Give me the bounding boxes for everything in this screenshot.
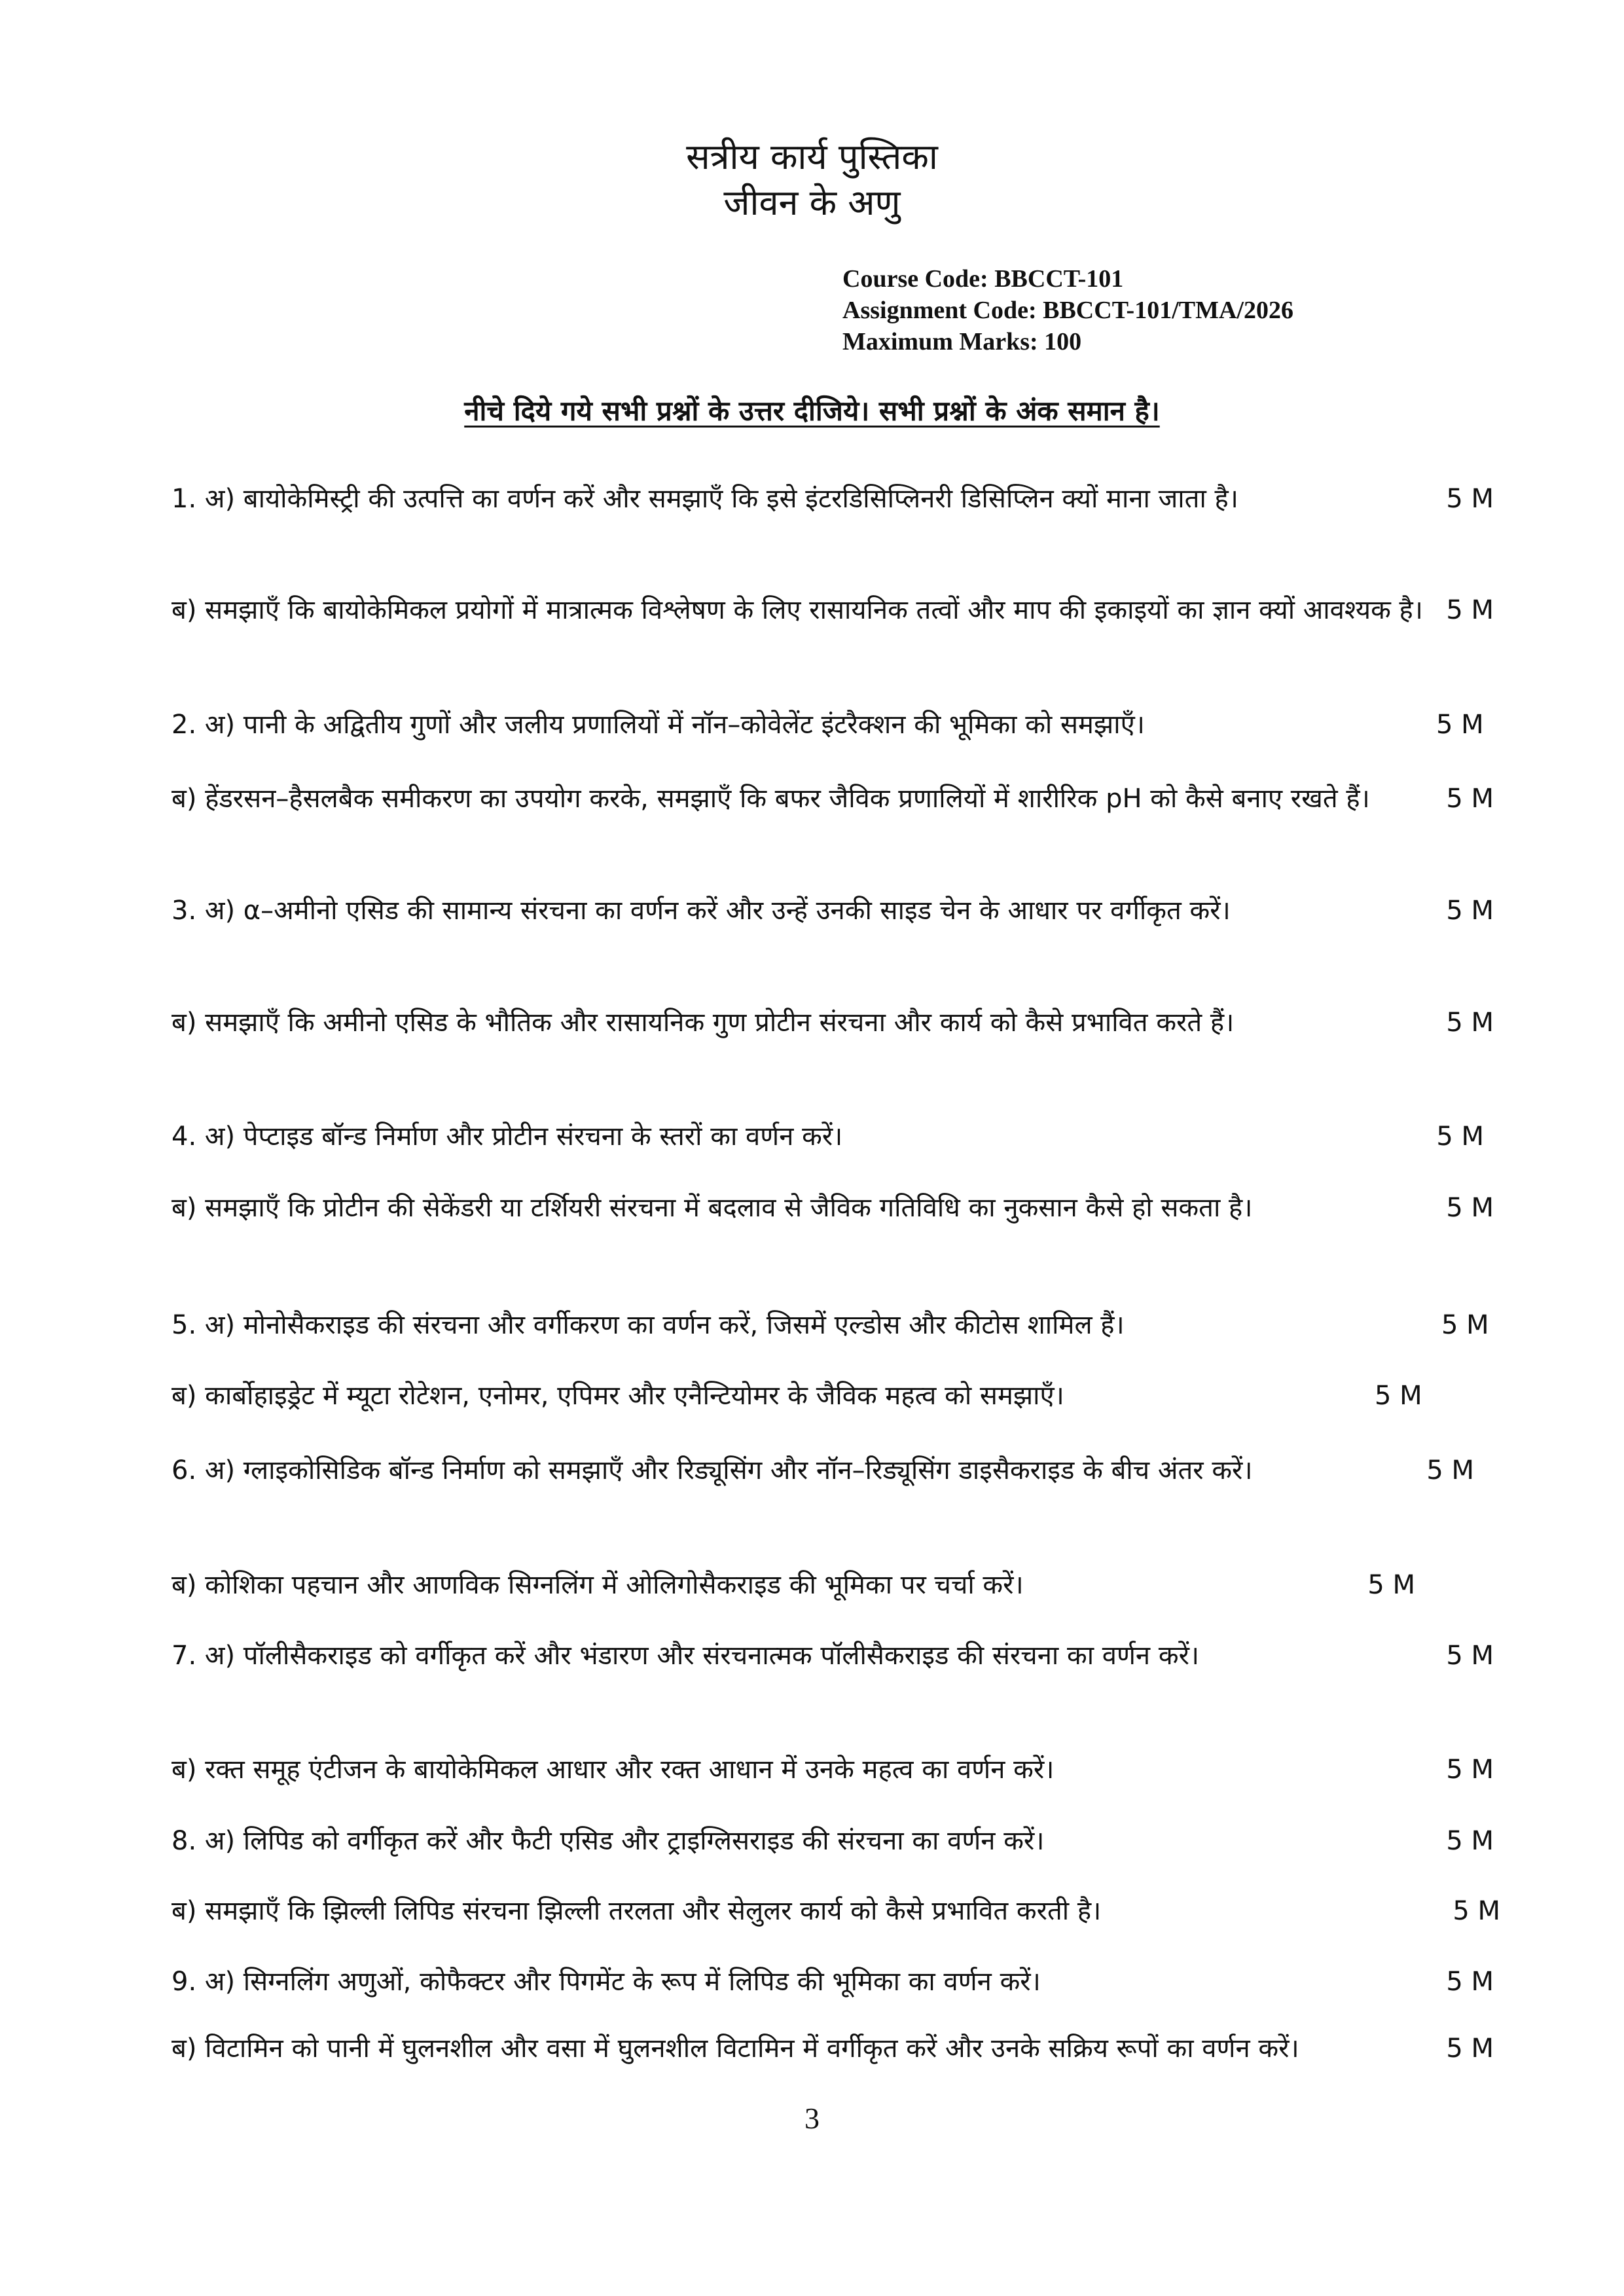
question-9a — [171, 1963, 1494, 2001]
question-7a — [171, 1637, 1494, 1675]
question-1a — [171, 480, 1494, 518]
question-text: 4. अ) पेप्टाइड बॉन्ड निर्माण और प्रोटीन संरचना के स्तरों का वर्णन करें। — [171, 1121, 843, 1152]
question-6b — [171, 1566, 1415, 1604]
question-5a — [171, 1306, 1500, 1344]
question-text: 6. अ) ग्लाइकोसिडिक बॉन्ड निर्माण को समझाएँ और रिड्यूसिंग और नॉन–रिड्यूसिंग डाइसैकराइड के बीच अंतर करें। — [171, 1455, 1253, 1485]
question-text: ब) समझाएँ कि अमीनो एसिड के भौतिक और रासायनिक गुण प्रोटीन संरचना और कार्य को कैसे प्रभावित करते हैं। — [171, 1008, 1235, 1038]
question-1b — [171, 591, 1494, 629]
question-3a — [171, 892, 1494, 930]
question-marks: 5 M — [1446, 784, 1494, 814]
question-2b — [171, 780, 1494, 818]
question-marks: 5 M — [1446, 1193, 1494, 1223]
question-3b — [171, 1004, 1494, 1042]
question-text: 5. अ) मोनोसैकराइड की संरचना और वर्गीकरण का वर्णन करें, जिसमें एल्डोस और कीटोस शामिल हैं। — [171, 1310, 1125, 1340]
question-marks: 5 M — [1367, 1570, 1415, 1600]
question-7b — [171, 1751, 1494, 1789]
question-marks: 5 M — [1446, 1755, 1494, 1785]
booklet-title: सत्रीय कार्य पुस्तिका — [686, 136, 938, 177]
question-8a — [171, 1822, 1494, 1860]
question-2a — [171, 706, 1526, 744]
subject-title: जीवन के अणु — [723, 182, 901, 223]
question-marks: 5 M — [1446, 1641, 1494, 1671]
question-marks: 5 M — [1446, 484, 1494, 514]
question-text: 7. अ) पॉलीसैकराइड को वर्गीकृत करें और भंडारण और संरचनात्मक पॉलीसैकराइड की संरचना का वर्णन करें। — [171, 1641, 1200, 1671]
question-marks: 5 M — [1375, 1381, 1422, 1411]
question-text: ब) समझाएँ कि बायोकेमिकल प्रयोगों में मात्रात्मक विश्लेषण के लिए रासायनिक तत्वों और माप की इकाइयों का ज्ञान क्यों आवश्यक है। — [171, 595, 1423, 625]
question-marks: 5 M — [1441, 1310, 1489, 1340]
question-5b — [171, 1377, 1454, 1415]
course-code: Course Code: BBCCT-101 — [842, 265, 1124, 293]
question-marks: 5 M — [1453, 1896, 1500, 1926]
instruction-heading: नीचे दिये गये सभी प्रश्नों के उत्तर दीजिये। सभी प्रश्नों के अंक समान है। — [464, 395, 1160, 427]
question-marks: 5 M — [1446, 595, 1494, 625]
question-marks: 5 M — [1446, 1008, 1494, 1038]
question-text: 8. अ) लिपिड को वर्गीकृत करें और फैटी एसिड और ट्राइग्लिसराइड की संरचना का वर्णन करें। — [171, 1826, 1045, 1856]
question-text: ब) कार्बोहाइड्रेट में म्यूटा रोटेशन, एनोमर, एपिमर और एनैन्टियोमर के जैविक महत्व को समझाएँ। — [171, 1381, 1064, 1411]
question-marks: 5 M — [1436, 710, 1484, 740]
question-text: 1. अ) बायोकेमिस्ट्री की उत्पत्ति का वर्णन करें और समझाएँ कि इसे इंटरडिसिप्लिनरी डिसिप्लिन क्यों माना जाता है। — [171, 484, 1238, 514]
question-6a — [171, 1451, 1474, 1489]
max-marks: Maximum Marks: 100 — [842, 328, 1082, 355]
question-text: 9. अ) सिग्नलिंग अणुओं, कोफैक्टर और पिगमेंट के रूप में लिपिड की भूमिका का वर्णन करें। — [171, 1967, 1041, 1997]
question-4a — [171, 1118, 1484, 1156]
question-marks: 5 M — [1426, 1455, 1474, 1485]
page-number: 3 — [804, 2102, 820, 2135]
course-info-block — [842, 263, 1293, 357]
question-text: 2. अ) पानी के अद्वितीय गुणों और जलीय प्रणालियों में नॉन–कोवेलेंट इंटरैक्शन की भूमिका को समझाएँ। — [171, 710, 1145, 740]
question-text: 3. अ) α–अमीनो एसिड की सामान्य संरचना का वर्णन करें और उन्हें उनकी साइड चेन के आधार पर वर्गीकृत करें। — [171, 896, 1231, 926]
question-text: ब) समझाएँ कि झिल्ली लिपिड संरचना झिल्ली तरलता और सेलुलर कार्य को कैसे प्रभावित करती है। — [171, 1896, 1102, 1926]
question-marks: 5 M — [1446, 1967, 1494, 1997]
question-marks: 5 M — [1446, 896, 1494, 926]
question-text: ब) कोशिका पहचान और आणविक सिग्नलिंग में ओलिगोसैकराइड की भूमिका पर चर्चा करें। — [171, 1570, 1024, 1600]
question-4b — [171, 1189, 1494, 1227]
question-marks: 5 M — [1446, 2033, 1494, 2064]
assignment-code: Assignment Code: BBCCT-101/TMA/2026 — [842, 297, 1293, 324]
question-text: ब) रक्त समूह एंटीजन के बायोकेमिकल आधार और रक्त आधान में उनके महत्व का वर्णन करें। — [171, 1755, 1055, 1785]
question-marks: 5 M — [1436, 1121, 1484, 1152]
question-text: ब) हेंडरसन–हैसलबैक समीकरण का उपयोग करके, समझाएँ कि बफर जैविक प्रणालियों में शारीरिक pH को कैसे बनाए रखते हैं। — [171, 784, 1370, 814]
question-8b — [171, 1892, 1500, 1930]
question-9b — [171, 2030, 1494, 2068]
question-text: ब) समझाएँ कि प्रोटीन की सेकेंडरी या टर्शियरी संरचना में बदलाव से जैविक गतिविधि का नुकसान कैसे हो सकता है। — [171, 1193, 1253, 1223]
question-marks: 5 M — [1446, 1826, 1494, 1856]
question-text: ब) विटामिन को पानी में घुलनशील और वसा में घुलनशील विटामिन में वर्गीकृत करें और उनके सक्रिय रूपों का वर्णन करें। — [171, 2033, 1299, 2064]
